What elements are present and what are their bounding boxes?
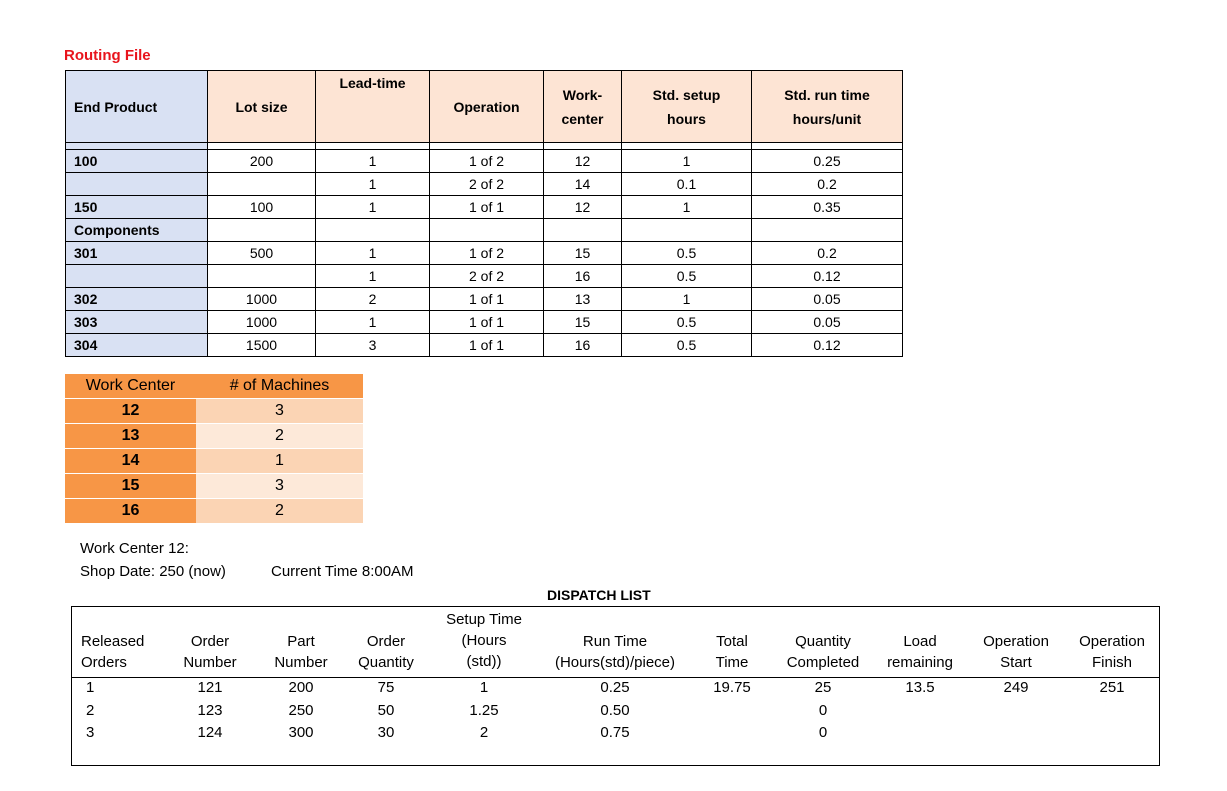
header-setup-time [437, 611, 531, 670]
cell-product: 100 [66, 150, 208, 173]
cell-machines: 3 [196, 474, 363, 499]
cell-op: 1 of 1 [430, 311, 544, 334]
cell-op: 2 of 2 [430, 173, 544, 196]
cell-lot: 1500 [208, 334, 316, 357]
cell-center: 15 [65, 474, 196, 499]
cell-run: 0.12 [752, 265, 903, 288]
header-work-center-line2: center [561, 110, 604, 127]
cell-run: 0.05 [752, 311, 903, 334]
work-center-row [65, 499, 363, 524]
cell-setup: 1 [622, 196, 752, 219]
cell-lead [316, 219, 430, 242]
dispatch-header-divider [72, 677, 1159, 678]
header-work-center [544, 71, 622, 143]
cell-op: 2 of 2 [430, 265, 544, 288]
routing-row [66, 311, 903, 334]
cell-lot [208, 219, 316, 242]
cell-setup: 0.5 [622, 311, 752, 334]
header-run-line1: Run Time [582, 633, 648, 650]
routing-row [66, 196, 903, 219]
cell-wc: 15 [544, 242, 622, 265]
routing-row [66, 265, 903, 288]
shop-date: Shop Date: 250 (now) [80, 563, 226, 580]
cell-center: 16 [65, 499, 196, 524]
header-run-time [752, 71, 903, 143]
cell-setup: 0.5 [622, 265, 752, 288]
cell-setup: 1 [622, 288, 752, 311]
cell-machines: 2 [196, 424, 363, 449]
cell-product: Components [66, 219, 208, 242]
cell-product [66, 265, 208, 288]
cell-lot: 1000 [208, 288, 316, 311]
header-run-line1: Std. run time [784, 86, 870, 103]
header-operation-start [975, 633, 1057, 671]
header-run-line2: (Hours(std)/piece) [554, 654, 676, 671]
header-qty-line1: Order [366, 633, 406, 650]
cell-wc [544, 219, 622, 242]
work-center-row [65, 474, 363, 499]
cell-part: 250 [288, 702, 314, 719]
header-end-product: End Product [66, 71, 208, 143]
routing-row [66, 173, 903, 196]
cell-product: 302 [66, 288, 208, 311]
header-load-line2: remaining [887, 654, 953, 671]
cell-run: 0.2 [752, 173, 903, 196]
cell-lot: 100 [208, 196, 316, 219]
header-released-line2: Orders [81, 654, 127, 671]
cell-setup: 0.5 [622, 334, 752, 357]
routing-file-title: Routing File [64, 47, 151, 64]
cell-released: 3 [86, 724, 95, 741]
cell-wc: 12 [544, 150, 622, 173]
cell-wc: 16 [544, 265, 622, 288]
cell-setup [622, 219, 752, 242]
header-setup-line1: Setup Time [446, 611, 522, 628]
cell-run: 0.12 [752, 334, 903, 357]
cell-run: 0.25 [600, 679, 630, 696]
header-total-line1: Total [716, 633, 748, 650]
cell-center: 14 [65, 449, 196, 474]
header-released [81, 633, 144, 671]
dispatch-list-title: DISPATCH LIST [547, 587, 651, 603]
cell-part: 300 [288, 724, 314, 741]
cell-released: 1 [86, 679, 95, 696]
cell-lot [208, 173, 316, 196]
header-total-time [706, 633, 758, 671]
header-load-remaining [880, 633, 960, 671]
header-start-line1: Operation [983, 633, 1049, 650]
routing-row [66, 288, 903, 311]
routing-row [66, 150, 903, 173]
cell-op [430, 219, 544, 242]
cell-wc: 14 [544, 173, 622, 196]
cell-center: 12 [65, 399, 196, 424]
header-completed-line2: Completed [786, 654, 860, 671]
cell-op: 1 of 2 [430, 242, 544, 265]
cell-wc: 16 [544, 334, 622, 357]
cell-completed: 0 [818, 724, 828, 741]
cell-setup: 2 [479, 724, 489, 741]
cell-lead: 1 [316, 311, 430, 334]
cell-completed: 25 [814, 679, 832, 696]
cell-machines: 1 [196, 449, 363, 474]
cell-op: 1 of 1 [430, 196, 544, 219]
cell-lead: 1 [316, 265, 430, 288]
cell-product: 303 [66, 311, 208, 334]
cell-machines: 2 [196, 499, 363, 524]
cell-run: 0.35 [752, 196, 903, 219]
cell-order: 123 [197, 702, 223, 719]
routing-table [65, 70, 903, 357]
header-lot-size: Lot size [208, 71, 316, 143]
cell-wc: 12 [544, 196, 622, 219]
header-order-quantity [349, 633, 423, 671]
header-lead-time: Lead-time [316, 71, 430, 143]
cell-product: 301 [66, 242, 208, 265]
cell-setup: 1 [622, 150, 752, 173]
header-machines: # of Machines [196, 374, 363, 399]
cell-completed: 0 [818, 702, 828, 719]
routing-row [66, 242, 903, 265]
work-center-table [65, 374, 363, 524]
cell-lead: 1 [316, 196, 430, 219]
cell-product: 304 [66, 334, 208, 357]
cell-lead: 2 [316, 288, 430, 311]
cell-wc: 15 [544, 311, 622, 334]
cell-setup: 1 [479, 679, 489, 696]
cell-run: 0.50 [600, 702, 630, 719]
header-setup-line3: (std)) [466, 653, 502, 670]
header-part-line1: Part [287, 633, 315, 650]
header-setup-line1: Std. setup [652, 86, 721, 103]
header-run-line2: hours/unit [792, 110, 862, 127]
header-qty-line2: Quantity [358, 654, 414, 671]
current-time: Current Time 8:00AM [271, 563, 414, 580]
work-center-row [65, 449, 363, 474]
header-work-center: Work Center [65, 374, 196, 399]
cell-wc: 13 [544, 288, 622, 311]
cell-lead: 1 [316, 173, 430, 196]
header-setup-line2: (Hours [461, 632, 507, 649]
work-center-row [65, 399, 363, 424]
cell-setup: 0.1 [622, 173, 752, 196]
work-center-row [65, 424, 363, 449]
cell-run [752, 219, 903, 242]
cell-order: 124 [197, 724, 223, 741]
cell-lot: 200 [208, 150, 316, 173]
cell-lead: 1 [316, 242, 430, 265]
header-released-line1: Released [81, 633, 145, 650]
cell-center: 13 [65, 424, 196, 449]
header-part-number [269, 633, 333, 671]
header-setup-line2: hours [667, 110, 706, 127]
cell-released: 2 [86, 702, 95, 719]
cell-total: 19.75 [713, 679, 751, 696]
header-total-line2: Time [715, 654, 749, 671]
header-part-line2: Number [274, 654, 328, 671]
routing-row [66, 219, 903, 242]
cell-product [66, 173, 208, 196]
cell-run: 0.75 [600, 724, 630, 741]
cell-lot: 1000 [208, 311, 316, 334]
cell-part: 200 [288, 679, 314, 696]
header-completed-line1: Quantity [795, 633, 851, 650]
cell-load: 13.5 [905, 679, 935, 696]
header-finish-line2: Finish [1091, 654, 1132, 671]
work-center-label: Work Center 12: [80, 540, 189, 557]
cell-machines: 3 [196, 399, 363, 424]
cell-lead: 1 [316, 150, 430, 173]
header-run-time [542, 633, 688, 671]
cell-lot [208, 265, 316, 288]
header-finish-line1: Operation [1079, 633, 1145, 650]
header-start-line2: Start [1000, 654, 1032, 671]
header-work-center-line1: Work- [562, 86, 603, 103]
cell-lot: 500 [208, 242, 316, 265]
header-order-line1: Order [190, 633, 230, 650]
header-setup-hours [622, 71, 752, 143]
cell-qty: 75 [377, 679, 395, 696]
cell-op: 1 of 1 [430, 334, 544, 357]
dispatch-table [71, 606, 1160, 766]
cell-lead: 3 [316, 334, 430, 357]
header-operation-finish [1071, 633, 1153, 671]
header-quantity-completed [778, 633, 868, 671]
header-operation: Operation [430, 71, 544, 143]
cell-qty: 50 [377, 702, 395, 719]
cell-op: 1 of 1 [430, 288, 544, 311]
header-order-number [178, 633, 242, 671]
cell-finish: 251 [1099, 679, 1125, 696]
cell-run: 0.2 [752, 242, 903, 265]
cell-setup: 1.25 [469, 702, 499, 719]
cell-qty: 30 [377, 724, 395, 741]
cell-run: 0.05 [752, 288, 903, 311]
cell-product: 150 [66, 196, 208, 219]
header-load-line1: Load [903, 633, 937, 650]
cell-run: 0.25 [752, 150, 903, 173]
cell-setup: 0.5 [622, 242, 752, 265]
cell-op: 1 of 2 [430, 150, 544, 173]
cell-order: 121 [197, 679, 223, 696]
header-order-line2: Number [183, 654, 237, 671]
routing-row [66, 334, 903, 357]
cell-start: 249 [1003, 679, 1029, 696]
